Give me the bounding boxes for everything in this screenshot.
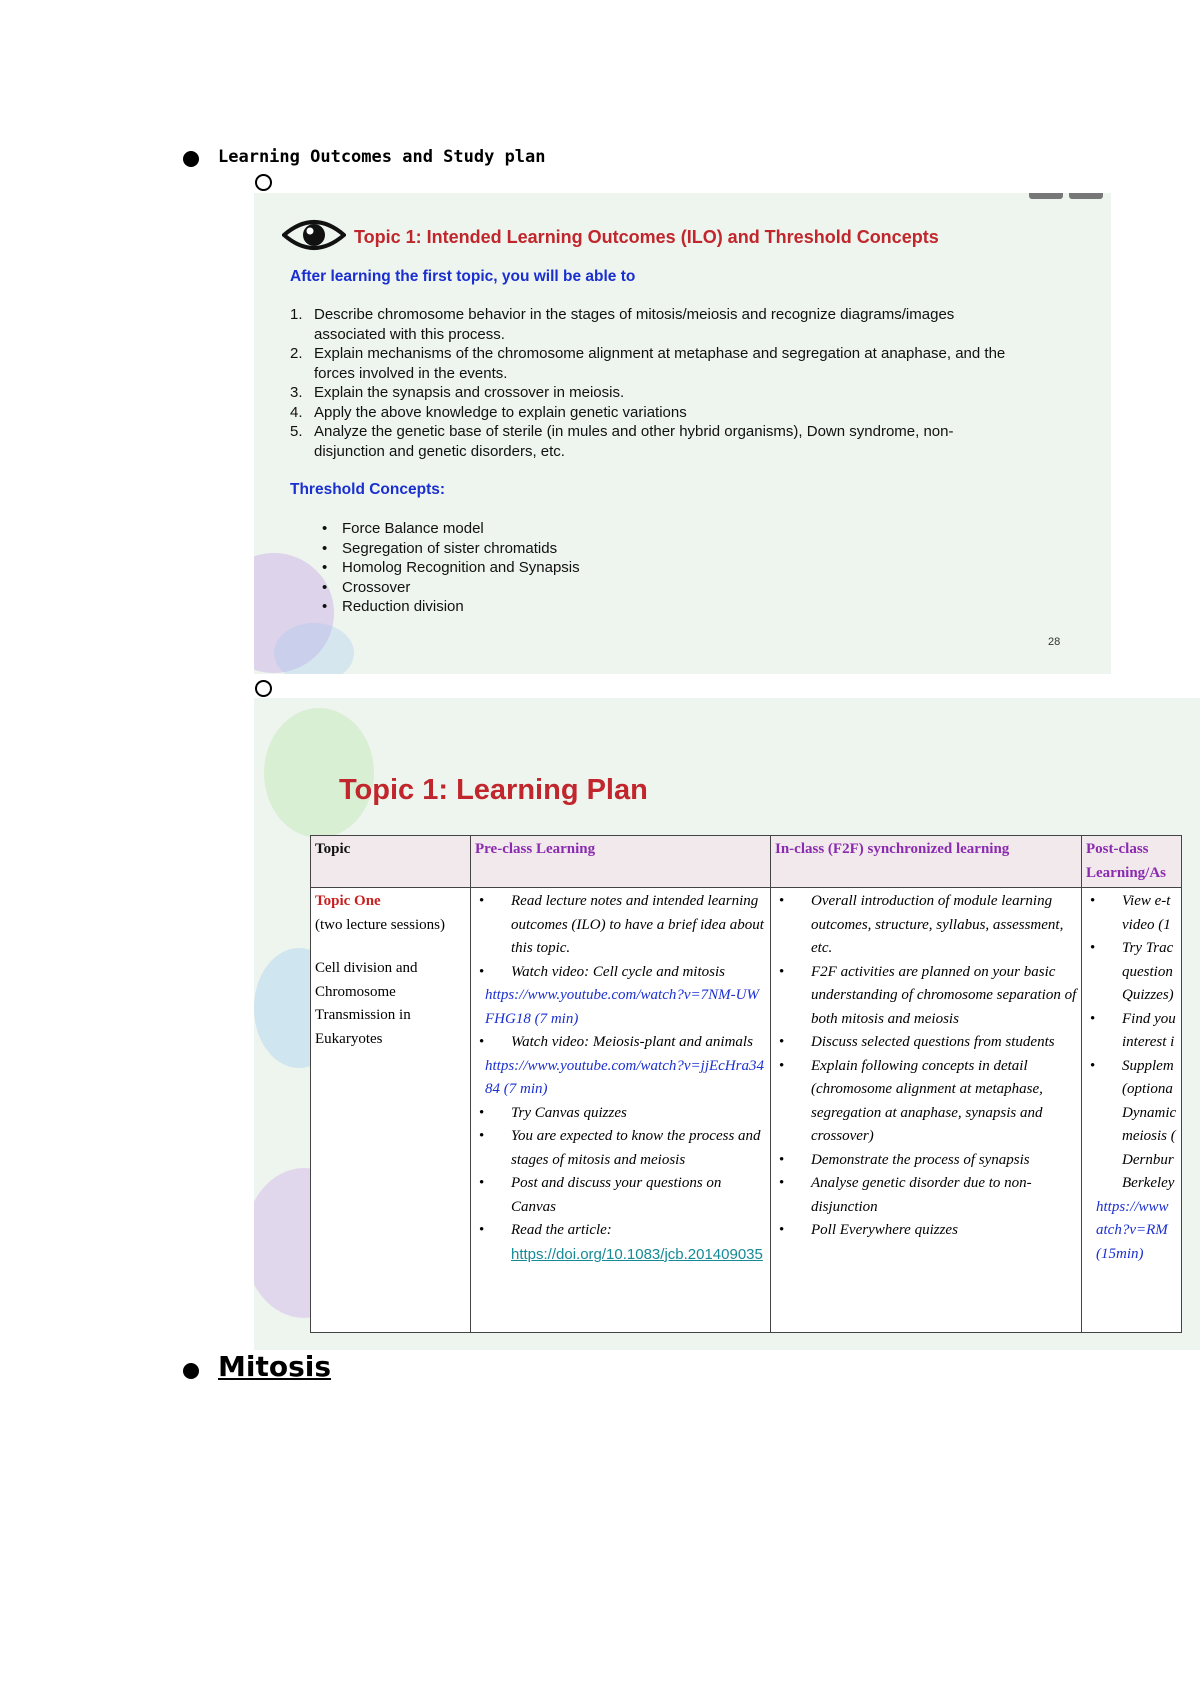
list-item: • Homolog Recognition and Synapsis (322, 558, 580, 578)
article-link[interactable]: https://doi.org/10.1083/jcb.201409035 (511, 1245, 763, 1263)
topic-description: Cell division and Chromosome Transmission in Eukaryotes (315, 960, 418, 1047)
list-item: • You are expected to know the process and stages of mitosis and meiosis (475, 1125, 766, 1172)
list-item: • View e-t video (1 (1086, 890, 1177, 937)
list-item: 4. Apply the above knowledge to explain genetic variations (290, 403, 687, 421)
list-item: • Watch video: Meiosis-plant and animals (475, 1031, 766, 1055)
bullet-dot (183, 1363, 199, 1379)
list-item: 3. Explain the synapsis and crossover in meiosis. (290, 384, 625, 401)
list-item: • Post and discuss your questions on Canvas (475, 1172, 766, 1219)
list-item: • Try Trac question Quizzes) (1086, 937, 1177, 1008)
list-item (475, 1219, 766, 1267)
list-item: • Analyse genetic disorder due to non-disjunction (775, 1172, 1077, 1219)
video-link[interactable]: https://www.youtube.com/watch?v=jjEcHra3484 (7 min) (485, 1057, 764, 1097)
topic-cell (311, 888, 471, 1333)
postclass-cell (1082, 888, 1182, 1333)
video-link[interactable]: https://www atch?v=RM (15min) (1096, 1198, 1169, 1262)
list-item: • Overall introduction of module learning outcomes, structure, syllabus, assessment, etc. (775, 890, 1077, 961)
list-item: • Explain following concepts in detail (chromosome alignment at metaphase, segregation at anaphase, synapsis and crossover) (775, 1055, 1077, 1149)
list-item: • Crossover (322, 578, 580, 598)
column-header: Topic (311, 836, 471, 888)
section-heading: Mitosis (218, 1350, 332, 1383)
topic-name: Topic One (315, 893, 381, 909)
slide-subtitle: After learning the first topic, you will be able to (290, 268, 636, 285)
slide-learning-plan (254, 698, 1200, 1350)
table-row (311, 888, 1182, 1333)
bullet-dot (183, 151, 199, 167)
list-item: • Demonstrate the process of synapsis (775, 1149, 1077, 1173)
list-item: • F2F activities are planned on your basic understanding of chromosome separation of both mitosis and meiosis (775, 961, 1077, 1032)
decoration-balloon (274, 623, 354, 674)
sub-bullet (255, 680, 272, 697)
learning-plan-table (310, 835, 1182, 1333)
list-item: 5. Analyze the genetic base of sterile (in mules and other hybrid organisms), Down syndrome, non-disjunction and genetic disorders, etc. (290, 423, 954, 460)
video-link[interactable]: https://www.youtube.com/watch?v=7NM-UWFHG18 (7 min) (485, 987, 759, 1027)
list-item: • Force Balance model (322, 519, 580, 539)
list-item: 1. Describe chromosome behavior in the stages of mitosis/meiosis and recognize diagrams/images associated with this process. (290, 306, 955, 343)
column-header: Post-class Learning/As (1082, 836, 1182, 888)
sub-bullet (255, 174, 272, 191)
list-item: • Poll Everywhere quizzes (775, 1219, 1077, 1243)
outcomes-list (290, 305, 1020, 461)
threshold-list (322, 519, 580, 617)
list-item: • Read lecture notes and intended learning outcomes (ILO) to have a brief idea about this topic. (475, 890, 766, 961)
preclass-cell (471, 888, 771, 1333)
eye-icon (282, 215, 346, 255)
slide-title: Topic 1: Intended Learning Outcomes (ILO) and Threshold Concepts (354, 227, 939, 247)
list-item: • Segregation of sister chromatids (322, 539, 580, 559)
list-item: • Discuss selected questions from students (775, 1031, 1077, 1055)
slide-title: Topic 1: Learning Plan (339, 774, 648, 806)
table-header-row (311, 836, 1182, 888)
list-item: • Supplem (optiona Dynamic meiosis ( Dernbur Berkeley (1086, 1055, 1177, 1196)
page-number: 28 (1048, 636, 1061, 648)
list-item: 2. Explain mechanisms of the chromosome alignment at metaphase and segregation at anaphase, and the forces involved in the events. (290, 345, 1006, 382)
article-label: Read the article: (511, 1222, 612, 1238)
topic-sessions: (two lecture sessions) (315, 916, 445, 933)
threshold-heading: Threshold Concepts: (290, 481, 446, 498)
list-item: • Try Canvas quizzes (475, 1102, 766, 1126)
section-heading: Learning Outcomes and Study plan (218, 147, 546, 167)
inclass-cell (771, 888, 1082, 1333)
list-item: • Reduction division (322, 597, 580, 617)
column-header: Pre-class Learning (471, 836, 771, 888)
decoration-balloon (264, 708, 374, 838)
column-header: In-class (F2F) synchronized learning (771, 836, 1082, 888)
slide-learning-outcomes (254, 193, 1111, 674)
slide-controls (1029, 193, 1103, 199)
list-item: • Find you interest i (1086, 1008, 1177, 1055)
list-item: • Watch video: Cell cycle and mitosis (475, 961, 766, 985)
